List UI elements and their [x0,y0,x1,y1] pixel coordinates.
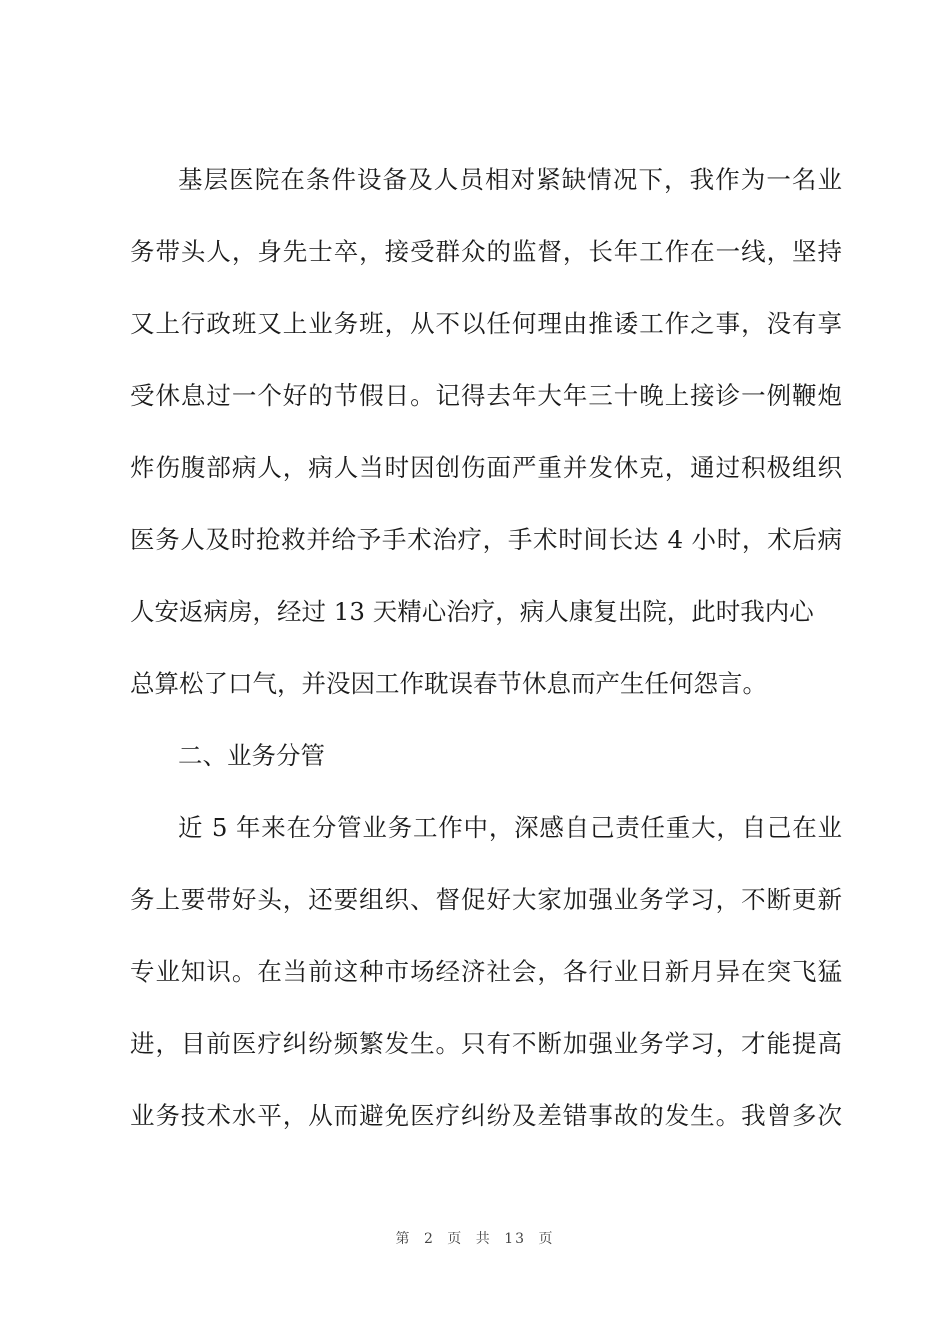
paragraph-line: 受休息过一个好的节假日。记得去年大年三十晚上接诊一例鞭炮 [130,381,842,410]
page-footer: 第 2 页 共 13 页 [395,1231,555,1247]
paragraph-line: 专业知识。在当前这种市场经济社会，各行业日新月异在突飞猛 [130,957,842,986]
paragraph-line: 炸伤腹部病人，病人当时因创伤面严重并发休克，通过积极组织 [130,453,842,482]
paragraph-line: 业务技术水平，从而避免医疗纠纷及差错事故的发生。我曾多次 [130,1101,842,1130]
paragraph-line: 务带头人，身先士卒，接受群众的监督，长年工作在一线，坚持 [130,237,842,266]
paragraph-line: 人安返病房，经过 13 天精心治疗，病人康复出院，此时我内心 [130,597,814,626]
body-text [130,150,842,1145]
paragraph-line: 近 5 年来在分管业务工作中，深感自己责任重大，自己在业 [178,813,842,842]
section-heading: 二、业务分管 [178,741,325,770]
paragraph-2 [130,798,842,1145]
paragraph-line: 医务人及时抢救并给予手术治疗，手术时间长达 4 小时，术后病 [130,525,842,554]
paragraph-1 [130,150,842,726]
paragraph-line: 务上要带好头，还要组织、督促好大家加强业务学习，不断更新 [130,885,842,914]
paragraph-line: 总算松了口气，并没因工作耽误春节休息而产生任何怨言。 [130,669,767,698]
paragraph-line: 基层医院在条件设备及人员相对紧缺情况下，我作为一名业 [178,165,842,194]
paragraph-line: 又上行政班又上业务班，从不以任何理由推诿工作之事，没有享 [130,309,842,338]
paragraph-line: 进，目前医疗纠纷频繁发生。只有不断加强业务学习，才能提高 [130,1029,842,1058]
